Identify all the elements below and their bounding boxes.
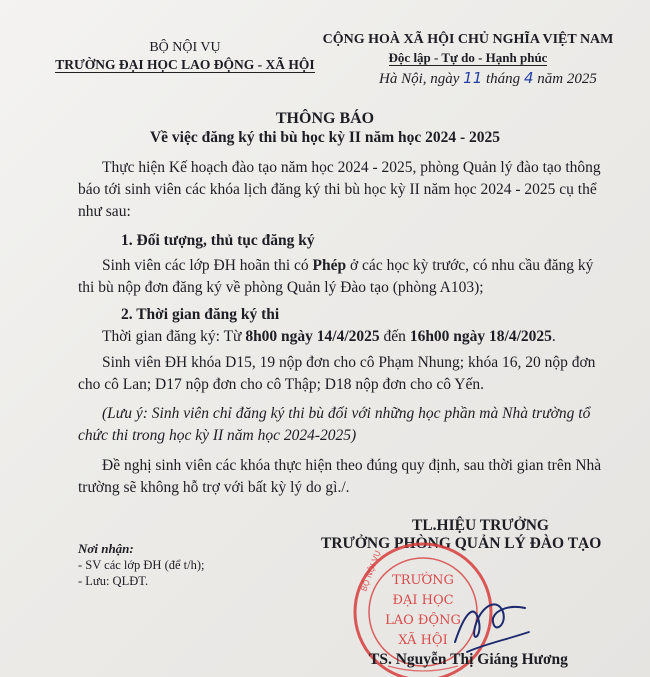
registration-time [102,326,556,348]
time-text-e: . [551,328,556,345]
country-name: CỘNG HOÀ XÃ HỘI CHỦ NGHĨA VIỆT NAM [322,32,614,47]
school-name [40,57,330,73]
notice-subtitle: Về việc đăng ký thi bù học kỳ II năm học 2024 - 2025 [149,129,501,146]
handwritten-signature [445,582,535,662]
signer-role-2: TRƯỞNG PHÒNG QUẢN LÝ ĐÀO TẠO [321,535,602,552]
signer-name: TS. Nguyễn Thị Giáng Hương [369,651,568,668]
time-text-a: Thời gian đăng ký: Từ [102,328,246,345]
closing-line-2: trường sẽ không hỗ trợ với bất kỳ lý do gì./. [78,479,350,496]
section-1-line-1 [102,255,593,277]
intro-line-2: báo tới sinh viên các khóa lịch đăng ký thi bù học kỳ II năm học 2024 - 2025 cụ thể [78,181,597,198]
stamp-line-3: LAO ĐỘNG [385,613,461,628]
date-day: 11 [463,69,483,87]
motto [318,50,618,66]
time-text-c: đến [379,328,410,345]
signature-stroke-2 [467,632,529,652]
recipient-item-1: - SV các lớp ĐH (để t/h); [78,558,205,572]
intro-line-3: như sau: [78,203,131,220]
ministry-name: BỘ NỘI VỤ [149,40,221,55]
signer-role-1: TL.HIỆU TRƯỞNG [412,517,549,534]
recipient-item-2: - Lưu: QLĐT. [78,574,149,588]
closing-line-1: Đề nghị sinh viên các khóa thực hiện theo đúng quy định, sau thời gian trên Nhà [102,457,602,474]
date-prefix: Hà Nội, ngày [379,71,460,87]
section-2-title: 2. Thời gian đăng ký thi [121,306,280,323]
section-1-text-a: Sinh viên các lớp ĐH hoãn thi có [102,257,313,274]
assignment-line-2: cho cô Lan; D17 nộp đơn cho cô Thập; D18 nộp đơn cho cô Yến. [78,376,484,393]
section-1-text-b: ở các học kỳ trước, có nhu cầu đăng ký [346,257,594,274]
assignment-line-1: Sinh viên ĐH khóa D15, 19 nộp đơn cho cô Phạm Nhung; khóa 16, 20 nộp đơn [102,354,596,371]
notice-title: THÔNG BÁO [275,110,375,127]
stamp-line-4: XÃ HỘI [398,633,448,648]
date-month-label: tháng [486,71,521,87]
note-line-1: (Lưu ý: Sinh viên chỉ đăng ký thi bù đối với những học phần mà Nhà trường tổ [102,405,591,422]
intro-line-1: Thực hiện Kế hoạch đào tạo năm học 2024 - 2025, phòng Quản lý đào tạo thông [102,159,601,176]
note-line-2: chức thi trong học kỳ II năm học 2024-2025) [78,427,357,444]
date-year: năm 2025 [537,71,597,87]
stamp-ring-text: BỘ NỘI VỤ [359,549,383,593]
section-1-line-2: thi bù nộp đơn đăng ký về phòng Quản lý Đào tạo (phòng A103); [78,279,484,296]
stamp-line-2: ĐẠI HỌC [392,593,454,608]
school-name-text: TRƯỜNG ĐẠI HỌC LAO ĐỘNG - XÃ HỘI [55,57,315,72]
stamp-line-1: TRƯỜNG [392,573,454,588]
time-start: 8h00 ngày 14/4/2025 [245,328,380,345]
issue-date [379,69,597,88]
recipients-label: Nơi nhận: [78,541,134,556]
date-month: 4 [523,69,534,87]
time-end: 16h00 ngày 18/4/2025 [409,328,552,345]
section-1-bold: Phép [312,257,347,274]
section-1-title: 1. Đối tượng, thủ tục đăng ký [121,232,315,249]
motto-text: Độc lập - Tự do - Hạnh phúc [388,50,548,65]
